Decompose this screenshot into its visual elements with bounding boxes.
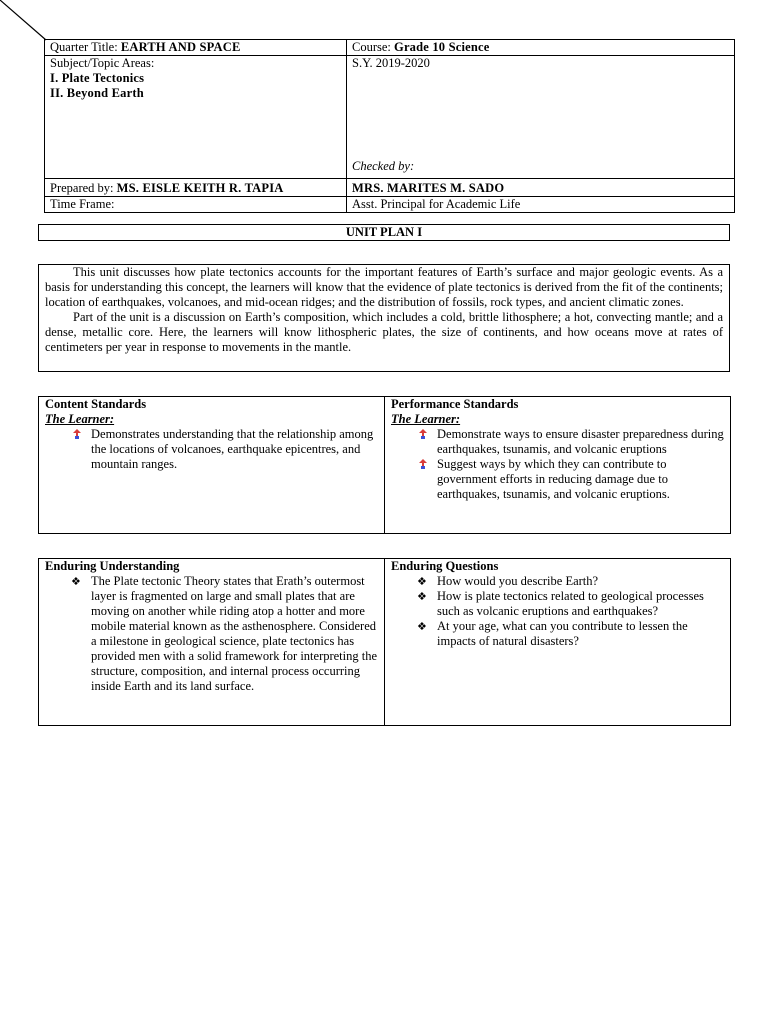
diamond-bullet-icon: ❖ (417, 590, 427, 603)
performance-standards-heading: Performance Standards (391, 397, 519, 411)
content-standards-heading: Content Standards (45, 397, 147, 411)
enduring-questions-cell (385, 559, 731, 726)
list-item (69, 574, 378, 694)
content-standards-list (45, 427, 378, 472)
question-item-text: How would you describe Earth? (437, 574, 599, 588)
quarter-cell (45, 40, 347, 56)
topic-2: II. Beyond Earth (50, 86, 144, 100)
enduring-understanding-heading: Enduring Understanding (45, 559, 180, 573)
checker-name-cell (347, 179, 735, 197)
course-label: Course: (352, 40, 391, 54)
diamond-bullet-icon: ❖ (417, 575, 427, 588)
list-item (415, 589, 724, 619)
content-standards-cell (39, 397, 385, 534)
quarter-label: Quarter Title: (50, 40, 118, 54)
enduring-questions-list (391, 574, 724, 649)
header-table (44, 39, 735, 213)
prepared-cell (45, 179, 347, 197)
school-year: S.Y. 2019-2020 (352, 56, 430, 70)
prepared-label: Prepared by: (50, 181, 114, 195)
arrow-bullet-icon (417, 429, 429, 439)
checker-title: Asst. Principal for Academic Life (352, 197, 521, 211)
content-learner-label: The Learner: (45, 412, 115, 426)
list-item (69, 427, 378, 472)
diamond-bullet-icon: ❖ (417, 620, 427, 633)
quarter-value: EARTH AND SPACE (120, 40, 241, 54)
performance-standards-list (391, 427, 724, 502)
checked-by-label: Checked by: (352, 159, 415, 173)
time-frame-label: Time Frame: (50, 197, 115, 211)
checker-name: MRS. MARITES M. SADO (352, 181, 505, 195)
performance-item-text: Demonstrate ways to ensure disaster preparedness during earthquakes, tsunamis, and volcanic eruptions (437, 427, 724, 456)
arrow-bullet-icon (71, 429, 83, 439)
course-value: Grade 10 Science (394, 40, 490, 54)
intro-paragraph-1: This unit discusses how plate tectonics accounts for the important features of Earth’s surface and major geologic events. As a basis for understanding this concept, the learners will know that the evidence of plate tectonics is derived from the fit of the continents; location of earthquakes, volcanoes, and mid-ocean ridges; and the distribution of fossils, rock types, and ancient climatic zones. (45, 265, 723, 309)
course-cell (347, 40, 735, 56)
performance-item-text: Suggest ways by which they can contribute to government efforts in reducing damage due to earthquakes, tsunamis, and volcanic eruptions. (437, 457, 670, 501)
subject-label: Subject/Topic Areas: (50, 56, 155, 70)
unit-plan-title: UNIT PLAN I (38, 224, 730, 241)
school-year-cell (347, 56, 735, 179)
understanding-item-text: The Plate tectonic Theory states that Erath’s outermost layer is fragmented on large and small plates that are moving on another while riding atop a hotter and more mobile material known as the asthenosphere. Considered a milestone in geological science, plate tectonics has provided men with a solid framework for interpreting the structure, composition, and internal process occurring inside Earth and its land surface. (91, 574, 378, 693)
content-item-text: Demonstrates understanding that the relationship among the locations of volcanoes, earthquake epicentres, and mountain ranges. (91, 427, 374, 471)
time-frame-cell (45, 197, 347, 213)
list-item (415, 619, 724, 649)
enduring-questions-heading: Enduring Questions (391, 559, 499, 573)
prepared-value: MS. EISLE KEITH R. TAPIA (116, 181, 284, 195)
arrow-bullet-icon (417, 459, 429, 469)
enduring-understanding-list (45, 574, 378, 694)
diamond-bullet-icon: ❖ (71, 575, 81, 588)
question-item-text: How is plate tectonics related to geological processes such as volcanic eruptions and earthquakes? (437, 589, 704, 618)
question-item-text: At your age, what can you contribute to lessen the impacts of natural disasters? (437, 619, 688, 648)
checker-title-cell (347, 197, 735, 213)
enduring-table (38, 558, 731, 726)
intro-paragraph-2: Part of the unit is a discussion on Earth’s composition, which includes a cold, brittle lithosphere; a hot, convecting mantle; and a dense, metallic core. Here, the learners will know lithospheric plates, the size of continents, and how oceans move at rates of centimeters per year in response to movements in the mantle. (45, 310, 723, 354)
list-item (415, 574, 724, 589)
subject-cell (45, 56, 347, 179)
unit-intro-box (38, 264, 730, 372)
topic-1: I. Plate Tectonics (50, 71, 145, 85)
performance-standards-cell (385, 397, 731, 534)
standards-table (38, 396, 731, 534)
list-item (415, 427, 724, 457)
list-item (415, 457, 724, 502)
performance-learner-label: The Learner: (391, 412, 461, 426)
enduring-understanding-cell (39, 559, 385, 726)
